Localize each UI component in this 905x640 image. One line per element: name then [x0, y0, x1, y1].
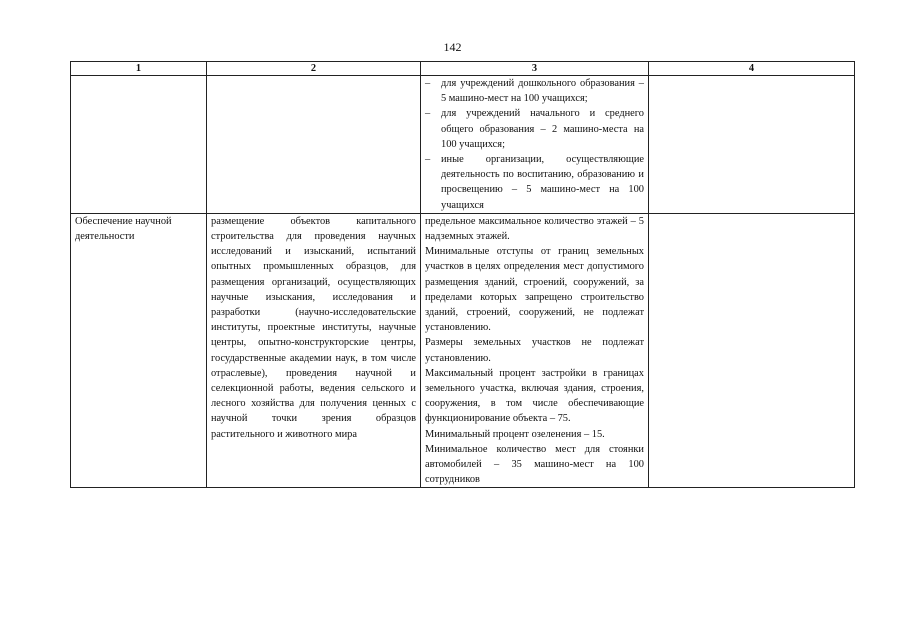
list-item-text: для учреждений дошкольного образования – 5 машино-мест на 100 учащихся; [441, 78, 644, 105]
parameter-paragraph: Минимальные отступы от границ земельных участков в целях определения мест допустимого размещения зданий, строений, сооружений, за пределами которых запрещено строительство зданий, строений, сооружений, не подлежат установлению. [425, 246, 644, 334]
row1-col1 [71, 76, 207, 214]
parameter-paragraph: предельное максимальное количество этажей – 5 надземных этажей. [425, 215, 644, 243]
table-row [71, 76, 855, 214]
list-item-text: для учреждений начального и среднего общего образования – 2 машино-места на 100 учащихся; [441, 108, 644, 150]
column-header-4: 4 [649, 62, 855, 76]
row1-col4 [649, 76, 855, 214]
page-number: 142 [443, 40, 462, 54]
parameter-paragraph: Минимальный процент озеленения – 15. [425, 428, 605, 440]
list-item [425, 106, 644, 152]
land-use-type: Обеспечение научной деятельности [75, 215, 172, 243]
parameter-paragraph: Минимальное количество мест для стоянки автомобилей – 35 машино-мест на 100 сотрудников [425, 443, 644, 486]
dash-marker: – [425, 108, 431, 120]
dash-marker: – [425, 78, 431, 89]
column-header-2: 2 [207, 62, 421, 76]
table-row [71, 213, 855, 488]
table-header-row [71, 62, 855, 76]
parameter-paragraph: Размеры земельных участков не подлежат установлению. [425, 337, 644, 364]
row2-col1 [71, 213, 207, 488]
land-use-description: размещение объектов капитального строительства для проведения научных исследований и изысканий, испытаний опытных промышленных образцов, для размещения организаций, осуществляющих научные изыскания, исследования и разработки (научно-исследовательские институты, проектные институты, научные центры, опытно-конструкторские центры, государственные академии наук, в том числе отраслевые), проведения научной и селекционной работы, ведения сельского и лесного хозяйства для получения ценных с научной точки зрения образцов растительного и животного мира [211, 215, 416, 440]
parameter-paragraph: Максимальный процент застройки в границах земельного участка, включая здания, строения, сооружения, в том числе обеспечивающие функционирование объекта – 75. [425, 367, 644, 425]
list-item [425, 76, 644, 106]
row1-col3 [421, 76, 649, 214]
regulations-table [70, 61, 855, 488]
row1-col2 [207, 76, 421, 214]
row2-col3 [421, 213, 649, 488]
row2-col4 [649, 213, 855, 488]
dash-marker: – [425, 154, 431, 166]
row2-col2 [207, 213, 421, 488]
column-header-1: 1 [71, 62, 207, 76]
list-item-text: иные организации, осуществляющие деятельность по воспитанию, образованию и просвещению – 5 машино-мест на 100 учащихся [441, 154, 644, 211]
column-header-3: 3 [421, 62, 649, 76]
list-item [425, 152, 644, 213]
